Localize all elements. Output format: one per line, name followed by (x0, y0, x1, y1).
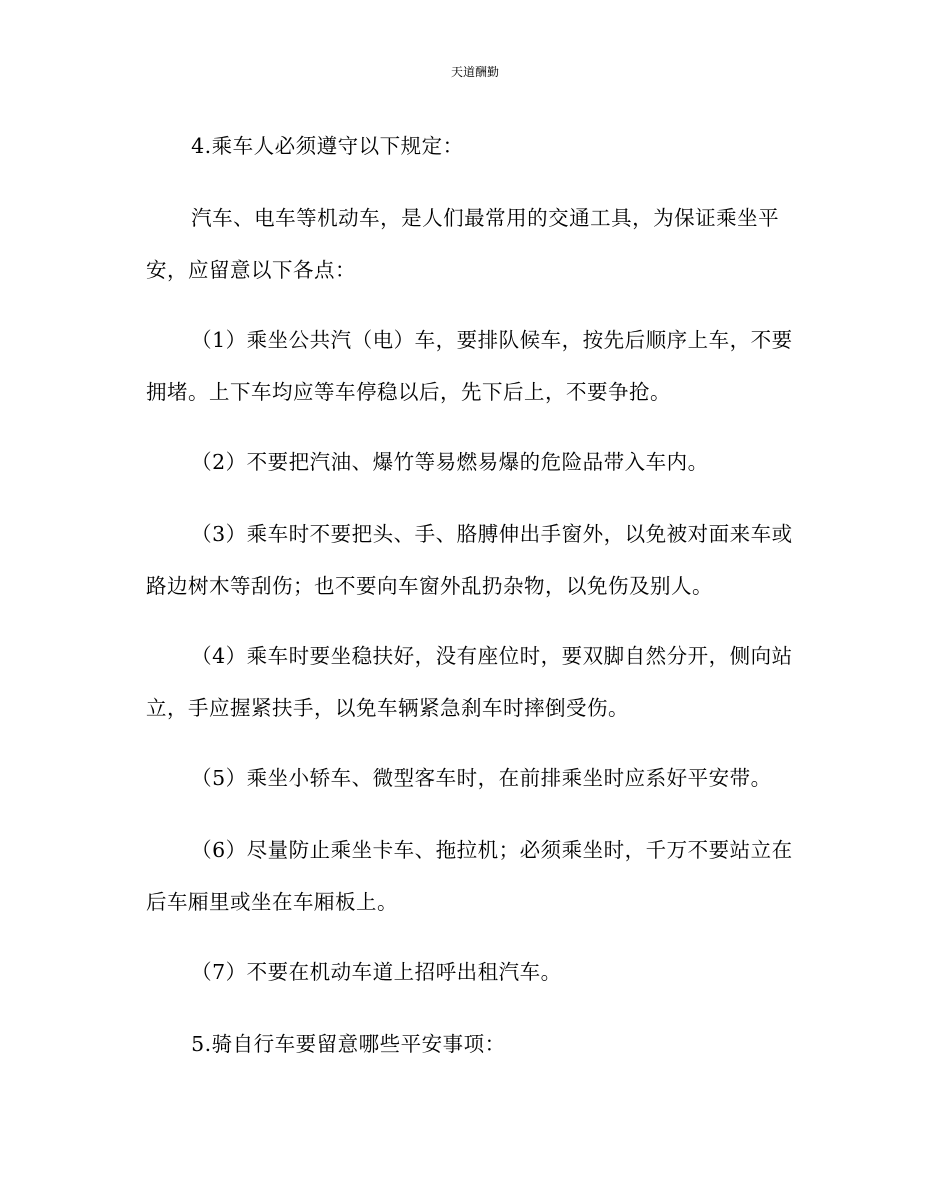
page-header: 天道酬勤 (450, 65, 499, 79)
paragraph-section-4-heading: 4.乘车人必须遵守以下规定： (191, 134, 464, 158)
paragraph-item-6: （6）尽量防止乘坐卡车、拖拉机；必须乘坐时，千万不要站立在后车厢里或坐在车厢板上。 (146, 838, 793, 914)
paragraph-item-5: （5）乘坐小轿车、微型客车时，在前排乘坐时应系好平安带。 (191, 766, 772, 790)
paragraph-section-5-heading: 5.骑自行车要留意哪些平安事项： (191, 1032, 506, 1056)
paragraph-intro: 汽车、电车等机动车，是人们最常用的交通工具，为保证乘坐平安，应留意以下各点： (146, 206, 780, 282)
paragraph-item-2: （2）不要把汽油、爆竹等易燃易爆的危险品带入车内。 (191, 450, 709, 474)
paragraph-item-3: （3）乘车时不要把头、手、胳膊伸出手窗外，以免被对面来车或路边树木等刮伤；也不要向车窗外乱扔杂物，以免伤及别人。 (146, 522, 793, 598)
paragraph-item-1: （1）乘坐公共汽（电）车，要排队候车，按先后顺序上车，不要拥堵。上下车均应等车停稳以后，先下后上，不要争抢。 (146, 328, 793, 404)
paragraph-item-7: （7）不要在机动车道上招呼出租汽车。 (191, 960, 562, 984)
paragraph-item-4: （4）乘车时要坐稳扶好，没有座位时，要双脚自然分开，侧向站立，手应握紧扶手，以免车辆紧急刹车时摔倒受伤。 (146, 644, 793, 720)
